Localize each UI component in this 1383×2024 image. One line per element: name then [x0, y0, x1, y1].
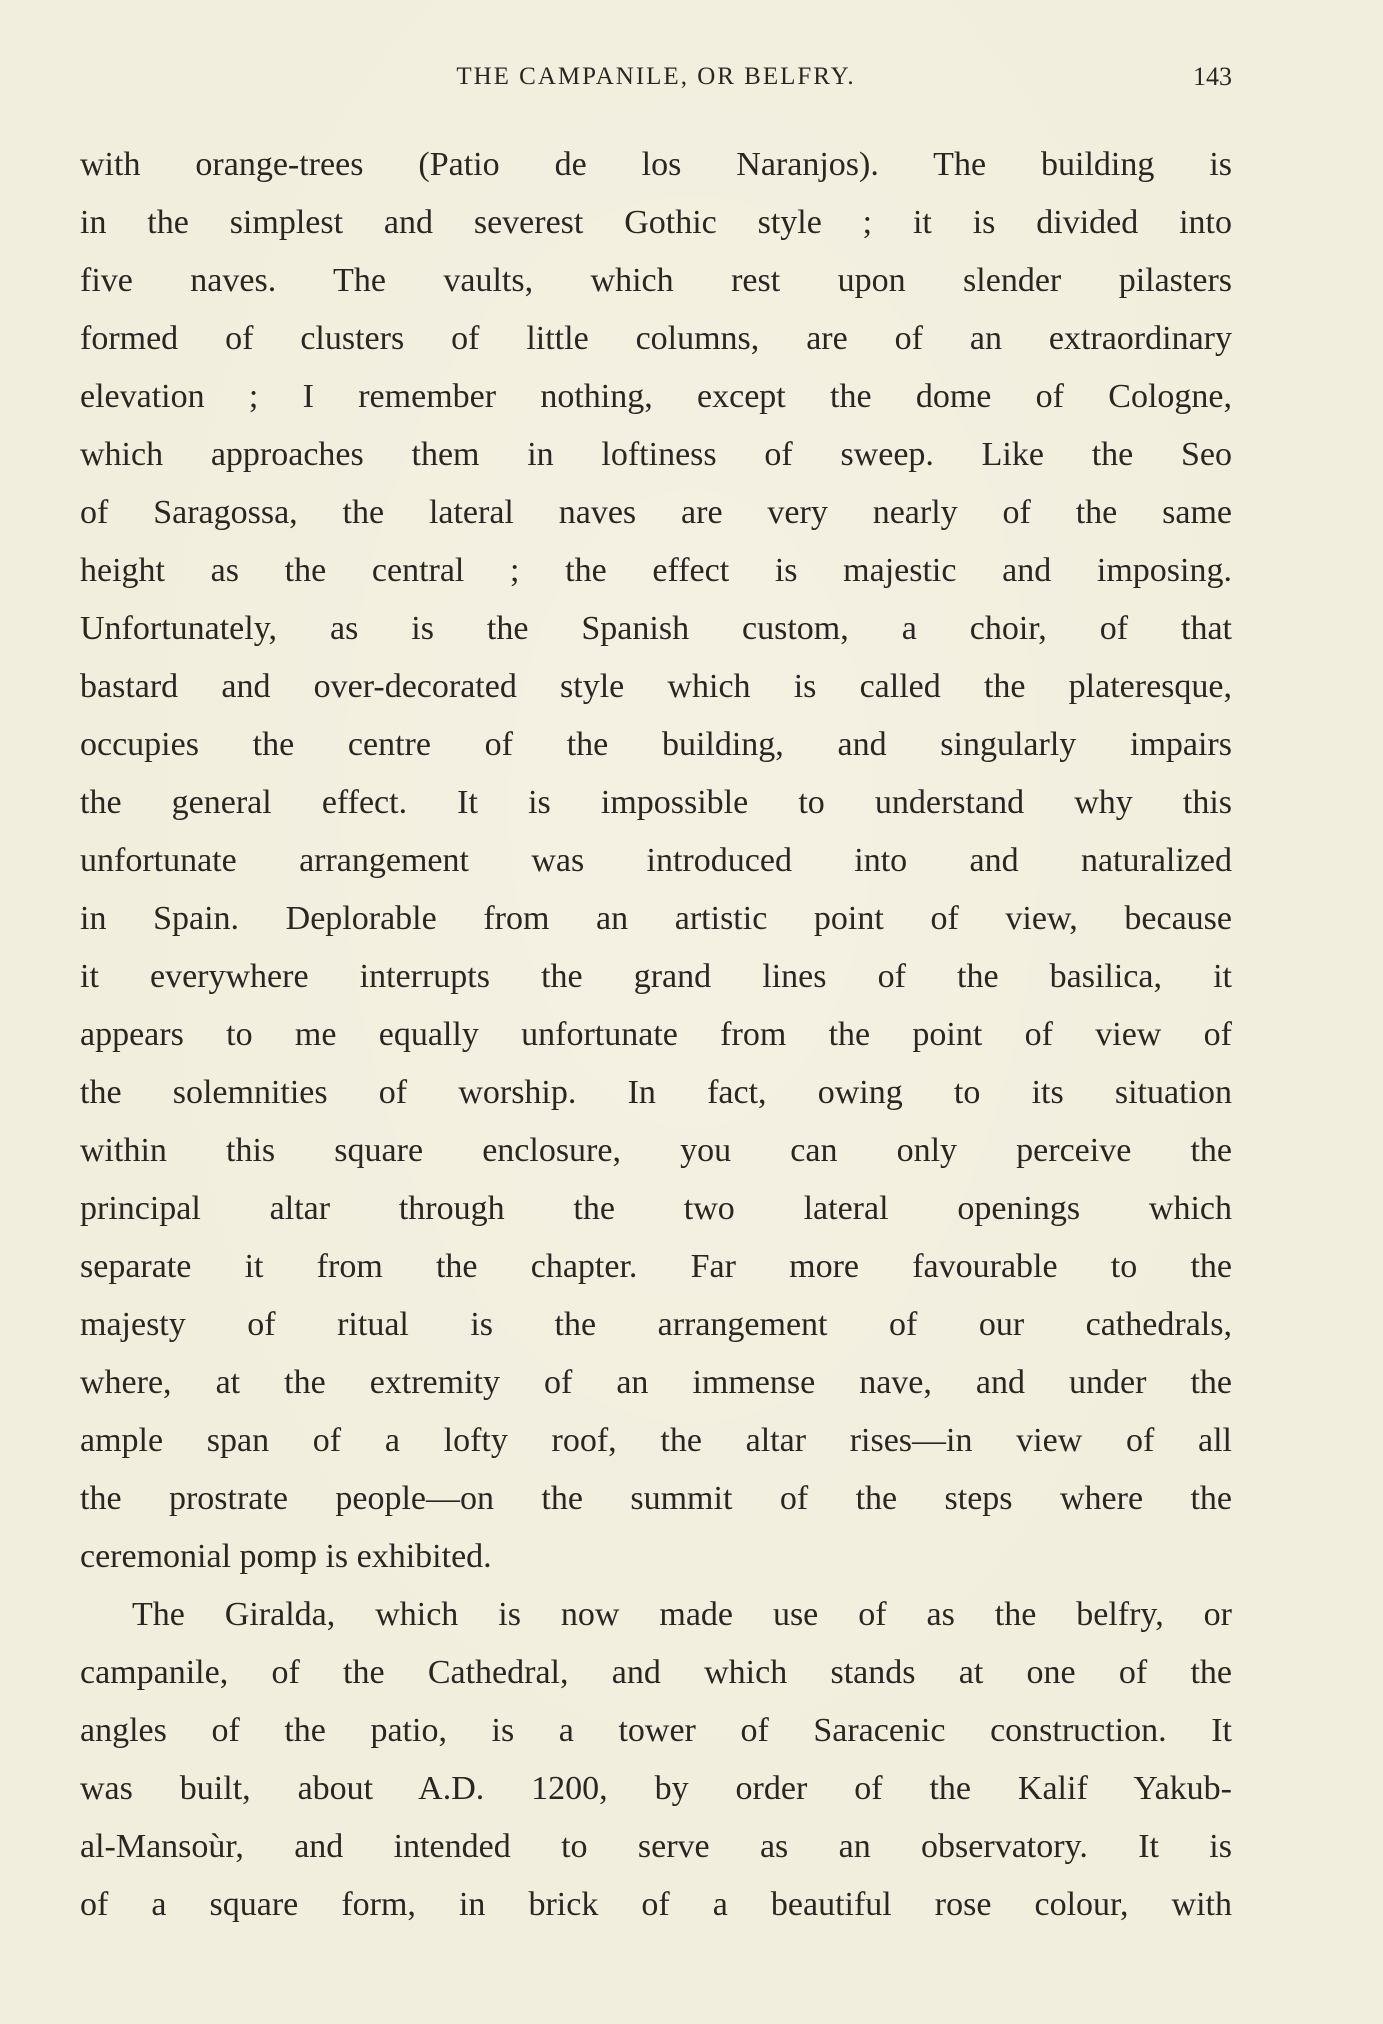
- text-line: of a square form, in brick of a beautiful rose colour, with: [80, 1886, 1232, 1923]
- text-line: unfortunate arrangement was introduced into and naturalized: [80, 842, 1232, 879]
- text-line: in Spain. Deplorable from an artistic point of view, because: [80, 900, 1232, 937]
- text-line: was built, about A.D. 1200, by order of the Kalif Yakub-: [80, 1770, 1232, 1807]
- text-line: Unfortunately, as is the Spanish custom, a choir, of that: [80, 610, 1232, 647]
- text-line: it everywhere interrupts the grand lines of the basilica, it: [80, 958, 1232, 995]
- text-line: bastard and over-decorated style which is called the plateresque,: [80, 668, 1232, 705]
- text-line: the solemnities of worship. In fact, owing to its situation: [80, 1074, 1232, 1111]
- text-line: within this square enclosure, you can only perceive the: [80, 1132, 1232, 1169]
- text-line: where, at the extremity of an immense nave, and under the: [80, 1364, 1232, 1401]
- running-head: [80, 62, 1232, 102]
- text-line: al-Mansoùr, and intended to serve as an observatory. It is: [80, 1828, 1232, 1865]
- text-line: ample span of a lofty roof, the altar rises—in view of all: [80, 1422, 1232, 1459]
- text-line: appears to me equally unfortunate from the point of view of: [80, 1016, 1232, 1053]
- text-line: principal altar through the two lateral openings which: [80, 1190, 1232, 1227]
- text-line: the general effect. It is impossible to understand why this: [80, 784, 1232, 821]
- text-line: majesty of ritual is the arrangement of our cathedrals,: [80, 1306, 1232, 1343]
- page-number: 143: [1193, 62, 1232, 91]
- text-line: with orange-trees (Patio de los Naranjos). The building is: [80, 146, 1232, 183]
- text-line: height as the central ; the effect is majestic and imposing.: [80, 552, 1232, 589]
- body-text: [80, 136, 1232, 1934]
- text-line: campanile, of the Cathedral, and which stands at one of the: [80, 1654, 1232, 1691]
- text-line: five naves. The vaults, which rest upon slender pilasters: [80, 262, 1232, 299]
- text-line: occupies the centre of the building, and singularly impairs: [80, 726, 1232, 763]
- text-line: The Giralda, which is now made use of as the belfry, or: [132, 1596, 1232, 1633]
- text-line: in the simplest and severest Gothic style ; it is divided into: [80, 204, 1232, 241]
- text-line: elevation ; I remember nothing, except the dome of Cologne,: [80, 378, 1232, 415]
- text-line: formed of clusters of little columns, are of an extraordinary: [80, 320, 1232, 357]
- running-title: THE CAMPANILE, OR BELFRY.: [456, 63, 856, 90]
- text-line: ceremonial pomp is exhibited.: [80, 1538, 492, 1575]
- text-line: angles of the patio, is a tower of Saracenic construction. It: [80, 1712, 1232, 1749]
- text-line: which approaches them in loftiness of sweep. Like the Seo: [80, 436, 1232, 473]
- text-line: of Saragossa, the lateral naves are very nearly of the same: [80, 494, 1232, 531]
- text-line: the prostrate people—on the summit of the steps where the: [80, 1480, 1232, 1517]
- text-line: separate it from the chapter. Far more favourable to the: [80, 1248, 1232, 1285]
